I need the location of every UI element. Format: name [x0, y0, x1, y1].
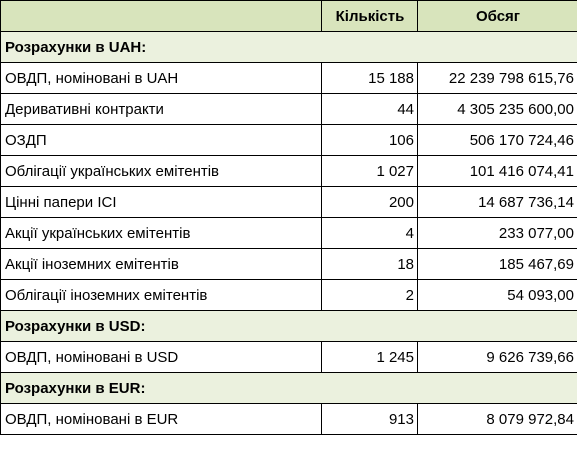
- row-count: 15 188: [322, 63, 418, 94]
- header-count-cell: Кількість: [322, 1, 418, 32]
- header-row: [1, 1, 577, 32]
- row-count: 44: [322, 94, 418, 125]
- row-volume: 14 687 736,14: [418, 187, 577, 218]
- row-count: 913: [322, 404, 418, 435]
- row-name: Акції іноземних емітентів: [1, 249, 322, 280]
- row-name: ОВДП, номіновані в EUR: [1, 404, 322, 435]
- table-row: [1, 404, 577, 435]
- row-volume: 185 467,69: [418, 249, 577, 280]
- row-volume: 9 626 739,66: [418, 342, 577, 373]
- row-volume: 4 305 235 600,00: [418, 94, 577, 125]
- header-name-cell: [1, 1, 322, 32]
- row-count: 1 245: [322, 342, 418, 373]
- row-count: 18: [322, 249, 418, 280]
- row-name: Деривативні контракти: [1, 94, 322, 125]
- table-row: [1, 187, 577, 218]
- row-volume: 8 079 972,84: [418, 404, 577, 435]
- table-row: [1, 94, 577, 125]
- row-name: Облігації українських емітентів: [1, 156, 322, 187]
- table-row: [1, 63, 577, 94]
- row-name: ОВДП, номіновані в USD: [1, 342, 322, 373]
- row-name: Акції українських емітентів: [1, 218, 322, 249]
- row-name: Облігації іноземних емітентів: [1, 280, 322, 311]
- table-row: [1, 218, 577, 249]
- header-volume-cell: Обсяг: [418, 1, 577, 32]
- table-row: [1, 342, 577, 373]
- section-row-uah: [1, 32, 577, 63]
- section-title-uah: Розрахунки в UAH:: [1, 32, 577, 63]
- row-count: 4: [322, 218, 418, 249]
- row-name: ОВДП, номіновані в UAH: [1, 63, 322, 94]
- row-count: 200: [322, 187, 418, 218]
- section-title-usd: Розрахунки в USD:: [1, 311, 577, 342]
- section-row-eur: [1, 373, 577, 404]
- row-volume: 22 239 798 615,76: [418, 63, 577, 94]
- row-count: 1 027: [322, 156, 418, 187]
- row-volume: 233 077,00: [418, 218, 577, 249]
- row-volume: 54 093,00: [418, 280, 577, 311]
- table-row: [1, 249, 577, 280]
- row-volume: 506 170 724,46: [418, 125, 577, 156]
- row-count: 2: [322, 280, 418, 311]
- row-count: 106: [322, 125, 418, 156]
- row-volume: 101 416 074,41: [418, 156, 577, 187]
- table-row: [1, 125, 577, 156]
- section-title-eur: Розрахунки в EUR:: [1, 373, 577, 404]
- table-row: [1, 280, 577, 311]
- section-row-usd: [1, 311, 577, 342]
- row-name: ОЗДП: [1, 125, 322, 156]
- row-name: Цінні папери ІСІ: [1, 187, 322, 218]
- table-row: [1, 156, 577, 187]
